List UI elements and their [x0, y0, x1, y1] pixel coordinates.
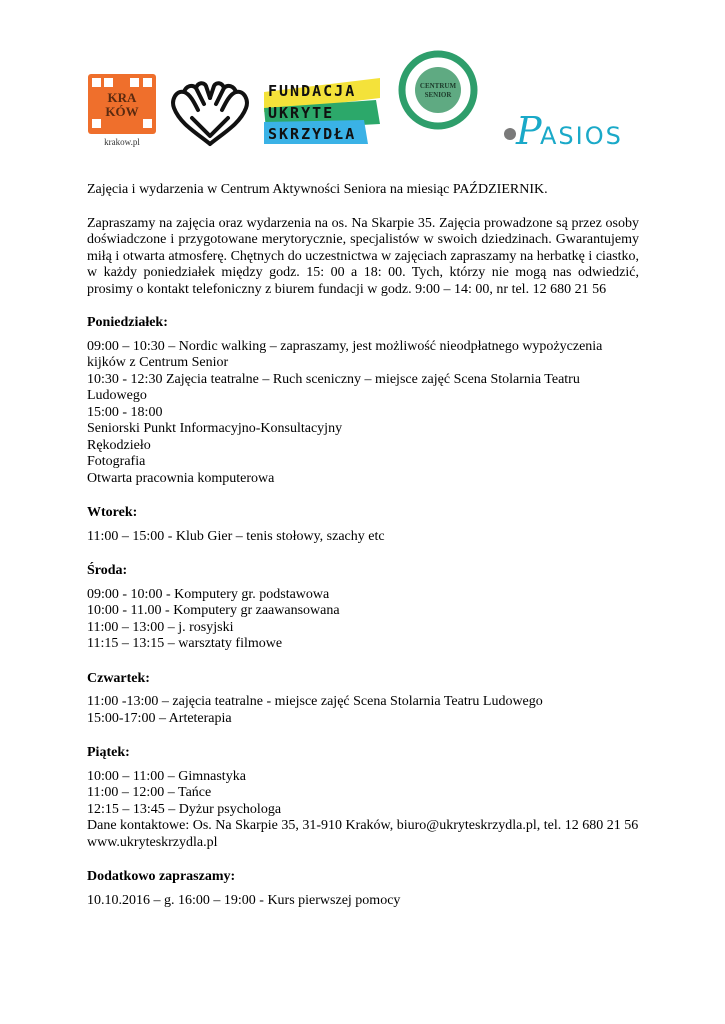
krakow-logo — [86, 72, 158, 148]
krakow-logo-bottom: KÓW — [105, 104, 139, 119]
schedule-line: 10:30 - 12:30 Zajęcia teatralne – Ruch sceniczny – miejsce zajęć Scena Stolarnia Teatru Ludowego — [87, 371, 580, 403]
schedule-line: Otwarta pracownia komputerowa — [87, 470, 275, 486]
pasios-initial: P — [516, 109, 542, 150]
schedule-line: 09:00 - 10:00 - Komputery gr. podstawowa — [87, 586, 330, 602]
hands-heart-logo-icon — [168, 78, 252, 148]
schedule-line: 11:00 – 12:00 – Tańce — [87, 785, 212, 800]
schedule-line: 12:15 – 13:45 – Dyżur psychologa — [87, 801, 282, 817]
fundacja-line3: SKRZYDŁA — [268, 125, 357, 143]
schedule-line: 11:15 – 13:15 – warsztaty filmowe — [87, 636, 283, 651]
schedule-line: 10:00 - 11.00 - Komputery gr zaawansowana — [87, 603, 340, 618]
schedule-line: 15:00 - 18:00 — [87, 404, 163, 420]
fundacja-line2: UKRYTE — [268, 104, 335, 122]
day-section — [87, 563, 639, 653]
schedule-line: 10:00 – 11:00 – Gimnastyka — [87, 768, 246, 784]
pasios-text: ASIOS — [540, 122, 623, 150]
day-section — [87, 671, 639, 728]
krakow-logo-url: krakow.pl — [104, 137, 140, 147]
schedule-line: Seniorski Punkt Informacyjno-Konsultacyjny — [87, 421, 343, 436]
schedule-line: Rękodzieło — [87, 437, 151, 453]
intro-paragraph: Zapraszamy na zajęcia oraz wydarzenia na os. Na Skarpie 35. Zajęcia prowadzone są przez osoby doświadczone i przygotowane merytorycznie, specjalistów w swoich dziedzinach. Gwarantujemy miłą i otwarta atmosferę. Chętnych do uczestnictwa w zajęciach zapraszamy na herbatkę i ciastko, w każdy poniedziałek między godz. 15: 00 a 18: 00. Tych, którzy nie mogą nas odwiedzić, prosimy o kontakt telefoniczny z biurem fundacji w godz. 9:00 – 14: 00, nr tel. 12 680 21 56 — [87, 215, 639, 297]
schedule-line: 11:00 – 15:00 - Klub Gier – tenis stołowy, szachy etc — [87, 528, 385, 544]
schedule — [87, 315, 639, 909]
schedule-line: 10.10.2016 – g. 16:00 – 19:00 - Kurs pierwszej pomocy — [87, 892, 401, 908]
day-section — [87, 315, 639, 487]
schedule-line: 09:00 – 10:30 – Nordic walking – zapraszamy, jest możliwość nieodpłatnego wypożyczenia kijków z Centrum Senior — [87, 338, 603, 370]
centrum-senior-logo — [398, 50, 478, 130]
logo-bar — [0, 0, 725, 160]
day-heading: Czwartek: — [87, 670, 150, 686]
day-section — [87, 505, 639, 545]
day-section — [87, 869, 639, 909]
fundacja-ukryte-skrzydla-logo — [264, 72, 384, 146]
pasios-logo — [500, 104, 624, 150]
day-heading: Piątek: — [87, 745, 130, 760]
centrum-line2: SENIOR — [424, 91, 452, 99]
schedule-line: 15:00-17:00 – Arteterapia — [87, 710, 232, 726]
fundacja-line1: FUNDACJA — [268, 82, 357, 100]
document-body — [87, 182, 639, 927]
day-heading: Wtorek: — [87, 505, 138, 520]
krakow-logo-top: KRA — [107, 90, 137, 105]
document-title: Zajęcia i wydarzenia w Centrum Aktywności Seniora na miesiąc PAŹDZIERNIK. — [87, 182, 548, 197]
day-heading: Środa: — [87, 563, 128, 578]
schedule-line: Fotografia — [87, 454, 146, 469]
schedule-line: 11:00 – 13:00 – j. rosyjski — [87, 619, 234, 635]
schedule-line: Dane kontaktowe: Os. Na Skarpie 35, 31-910 Kraków, biuro@ukryteskrzydla.pl, tel. 12 680 21 56 www.ukryteskrzydla.pl — [87, 818, 639, 850]
schedule-line: 11:00 -13:00 – zajęcia teatralne - miejsce zajęć Scena Stolarnia Teatru Ludowego — [87, 694, 543, 709]
day-heading: Dodatkowo zapraszamy: — [87, 869, 236, 884]
day-heading: Poniedziałek: — [87, 315, 168, 330]
centrum-line1: CENTRUM — [419, 82, 457, 90]
day-section — [87, 745, 639, 851]
